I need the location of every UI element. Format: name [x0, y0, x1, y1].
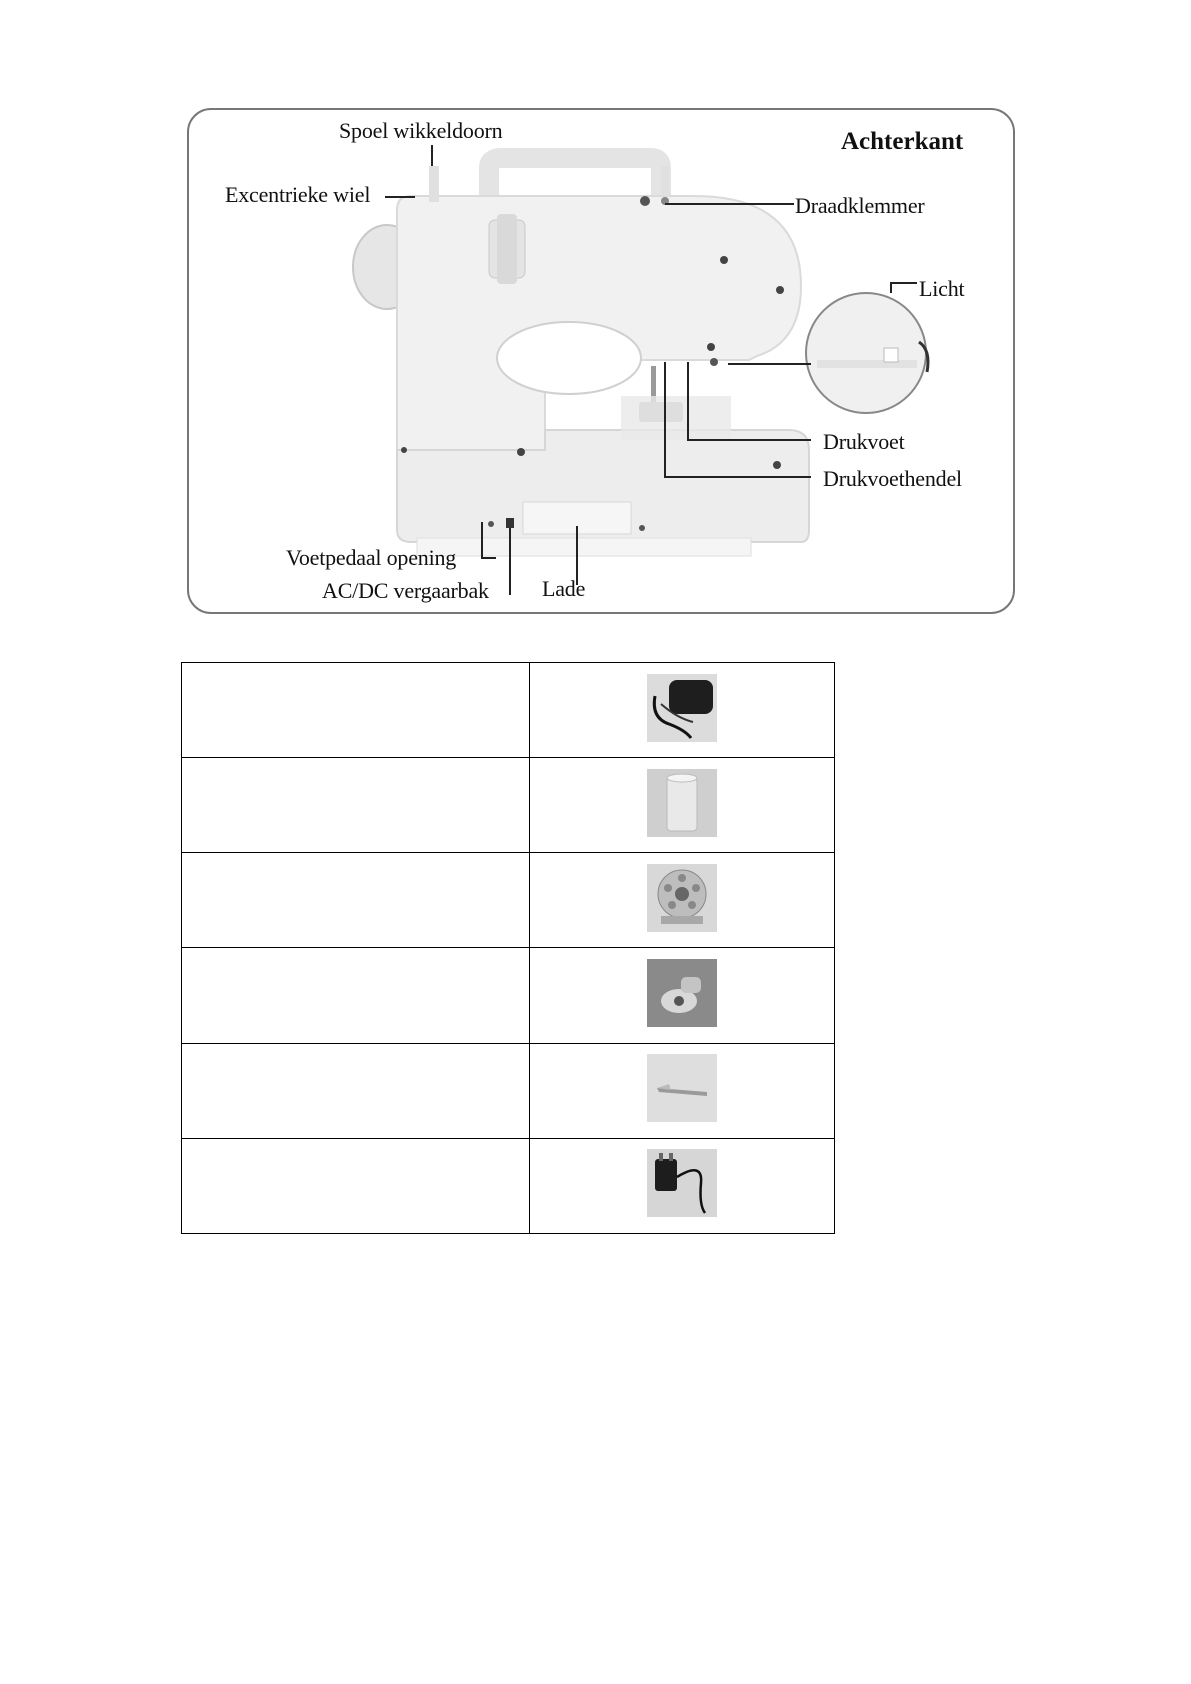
accessory-name [182, 853, 530, 948]
label-acdc-vergaarbak: AC/DC vergaarbak [322, 578, 489, 603]
label-draadklemmer: Draadklemmer [795, 193, 925, 218]
label-drukvoethendel: Drukvoethendel [823, 466, 962, 491]
label-voetpedaal-opening: Voetpedaal opening [286, 545, 457, 570]
accessory-name [182, 948, 530, 1043]
power-adapter-icon [647, 1149, 717, 1217]
thread-spool-icon [647, 769, 717, 837]
table-row [182, 663, 835, 758]
sewing-machine-figure [187, 108, 1015, 614]
table-row [182, 948, 835, 1043]
label-lade: Lade [542, 576, 586, 601]
foot-pedal-icon [647, 674, 717, 742]
table-row [182, 1138, 835, 1233]
accessory-name [182, 1138, 530, 1233]
label-spoel-wikkeldoorn: Spoel wikkeldoorn [339, 118, 503, 143]
label-licht: Licht [919, 276, 965, 301]
presser-foot-icon [647, 959, 717, 1027]
label-drukvoet: Drukvoet [823, 429, 905, 454]
threader-tool-icon [647, 1054, 717, 1122]
figure-title: Achterkant [841, 128, 964, 155]
accessory-name [182, 758, 530, 853]
table-row [182, 853, 835, 948]
table-row [182, 758, 835, 853]
accessory-name [182, 663, 530, 758]
accessory-name [182, 1043, 530, 1138]
bobbin-icon [647, 864, 717, 932]
table-row [182, 1043, 835, 1138]
accessories-table [181, 662, 835, 1234]
label-excentrieke-wiel: Excentrieke wiel [225, 182, 371, 207]
